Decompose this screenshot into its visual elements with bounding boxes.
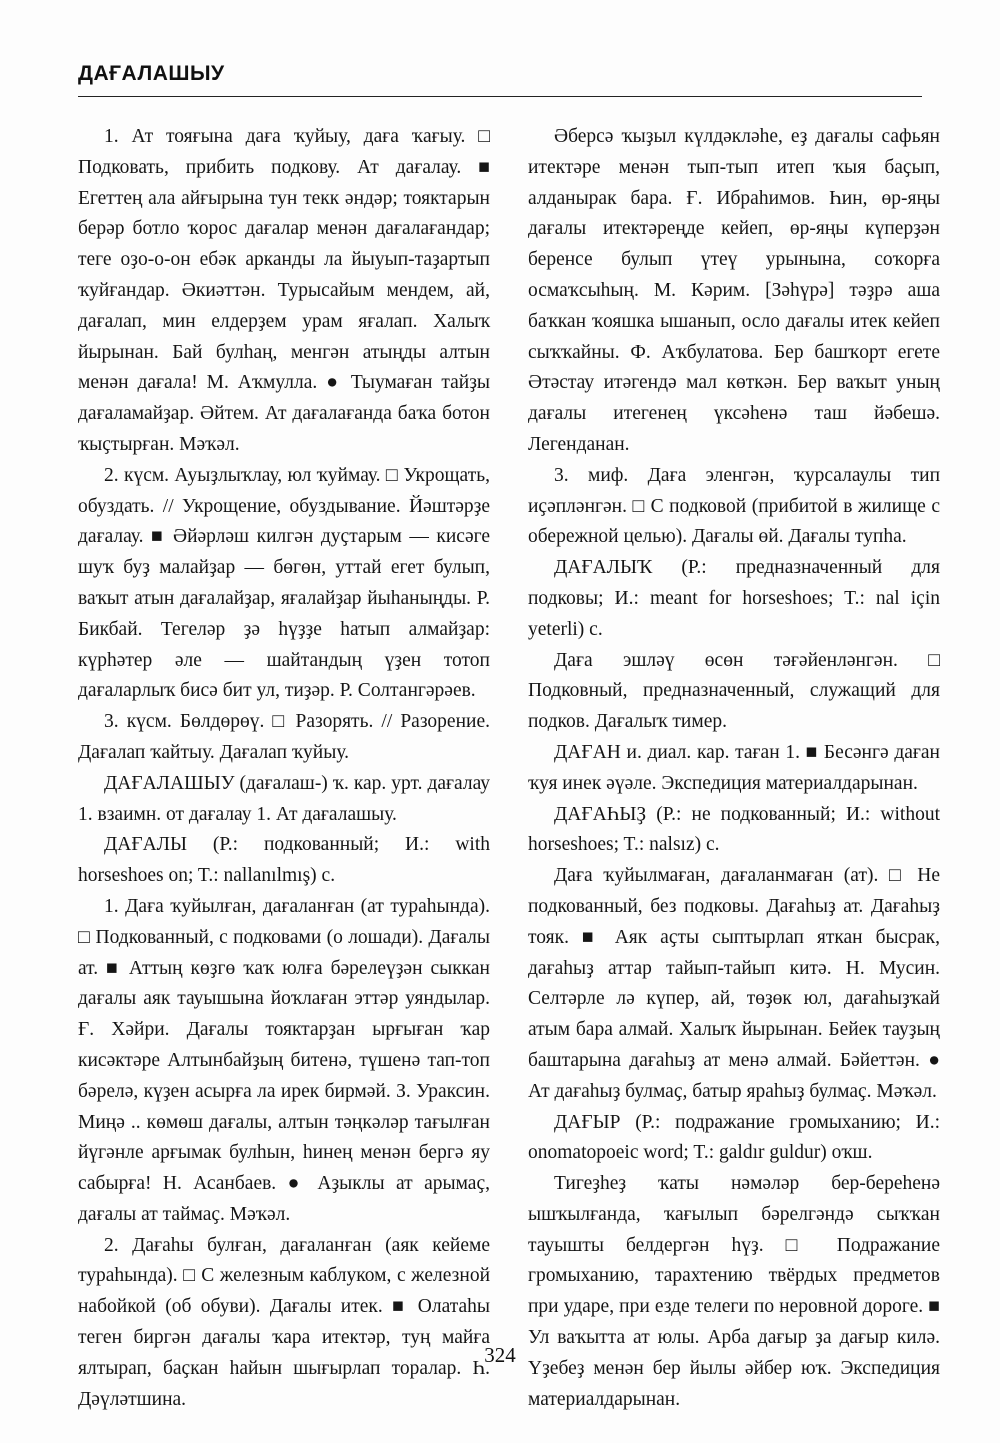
entry-paragraph: 1. Ат тояғына даға ҡуйыу, даға ҡағыу. □ Подковать, прибить подкову. Ат дағалау. ■ Егеттең ала айғырына тун текк әндәр; тояктарын берәр ботло ҡорос дағалар менән дағалағандар; теге оҙо-о-он ебәк арканды ла йыуып-таҙартып ҡуйғандар. Әкиәттән. Турысайым мендем, ай, дағалап, мин елдерҙем урам яғалап. Халыҡ йырынан. Бай булһаң, менгән атыңды алтын менән дағала! М. Аҡмулла. ● Тыумаған тайҙы дағаламайҙар. Әйтем. Ат дағалағанда баҡа ботон ҡыҫтырған. Мәҡәл. [78, 126, 490, 455]
running-header: ДАҒАЛАШЫУ [78, 62, 225, 85]
entry-paragraph: 3. миф. Дағa эленгән, ҡурсалаулы тип иҫәпләнгән. □ С подковой (прибитой в жилище с обережной целью). Дағалы өй. Дағалы тупһа. [528, 464, 940, 548]
right-column [528, 122, 940, 1415]
entry-paragraph: Дағa ҡуйылмаған, дағаланмаған (ат). □ Не подкованный, без подковы. Дағаһыҙ ат. Дағаһыҙ тояк. ■ Аяк аҫты сыптырлап яткан бысрак, дағаһыҙ аттар тайып-тайып китә. Н. Мусин. Селтәрле лә күпер, ай, төҙөк юл, дағаһыҙҡай атым бара алмай. Халыҡ йырынан. Бейек тауҙың баштарына дағаһыҙ ат менә алмай. Бәйеттән. ● Ат дағаһыҙ булмаҫ, батыр яраһыҙ булмаҫ. Мәҡәл. [528, 865, 940, 1102]
entry-paragraph: Дағa эшләү өсөн тәғәйенләнгән. □ Подковный, предназначенный, служащий для подков. Дағалыҡ тимер. [528, 649, 940, 733]
entry-paragraph: ДАҒАН и. диал. кар. таған 1. ■ Бесәнгә даған ҡуя инек әүәле. Экспедиция материалдарынан. [528, 741, 940, 794]
entry-paragraph: 1. Даға ҡуйылған, дағаланған (ат тураһында). □ Подкованный, с подковами (о лошади). Дағалы ат. ■ Аттың көҙгө ҡаҡ юлға бәрелеүҙән сыккан дағалы аяк тауышына йоҡлаған эттәр уяндылар. Ғ. Хәйри. Дағалы тояктарҙан ырғыған ҡар кисәктәре Алтынбайҙың битенә, түшенә тап-топ бәрелә, күҙен асырға ла ирек бирмәй. З. Ураксин. Миңә .. көмөш дағалы, алтын тәңкәләр тағылған йүгәнле арғымак булһын, һинең менән бергә яу сабырға! Н. Асанбаев. ● Аҙыклы ат арымаҫ, дағалы ат таймаҫ. Мәҡәл. [78, 895, 490, 1225]
header-rule [78, 96, 922, 97]
left-column [78, 122, 490, 1415]
entry-paragraph: Әберсә ҡыҙыл күлдәкләһе, еҙ дағалы сафьян итектәре менән тып-тып итеп ҡыя баҫып, алданырак бара. Ғ. Ибраһимов. Һин, өр-яңы дағалы итектәреңде кейеп, өр-яңы күперҙән беренсе булып үтеү урынына, соҡорға осмаҡсыһың. М. Кәрим. [Зәһүрә] тәҙрә аша баҡкан ҡояшка ышанып, осло дағалы итек кейеп сыҡҡайны. Ф. Аҡбулатова. Бер башҡорт егете Әтәстау итәгендә мал көткән. Бер ваҡыт уның дағалы итегенең үксәһенә таш йәбешә. Легенданан. [528, 126, 940, 455]
entry-paragraph: ДАҒЫР (Р.: подражание громыханию; И.: onomatopoeic word; T.: galdır guldur) оҡш. [528, 1111, 940, 1164]
entry-paragraph: 3. күсм. Бөлдөрөү. □ Разорять. // Разорение. Дағалап ҡайтыу. Дағалап ҡуйыу. [78, 711, 490, 763]
page-number: 324 [484, 1343, 516, 1367]
entry-paragraph: 2. күсм. Ауыҙлыҡлау, юл ҡуймау. □ Укрощать, обуздать. // Укрощение, обуздывание. Йәштәрҙе дағалау. ■ Әйәрләш килгән дуҫтарым — кисәге шуҡ буҙ малайҙар — бөгөн, уттай егет булып, ваҡыт атын дағалайҙар, яғалайҙар йыһаныңды. Р. Бикбай. Тегеләр ҙә һүҙҙе һатып алмайҙар: күрһәтер әле — шайтандың үҙен тотоп дағаларлыҡ бисә бит ул, тиҙәр. Р. Солтангәрәев. [78, 464, 490, 702]
entry-paragraph: Тигеҙһеҙ ҡаты нәмәләр бер-береһенә ышҡылғанда, ҡағылып бәрелгәндә сыҡҡан тауышты белдергән һүҙ. □ Подражание громыханию, тарахтению твёрдых предметов при ударе, при езде телеги по неровной дороге. ■ Ул ваҡытта ат юлы. Арба дағыр ҙа дағыр килә. Үҙебеҙ менән бер йылы әйбер юҡ. Экспедиция материалдарынан. [528, 1173, 940, 1410]
entry-paragraph: 2. Дағаһы булған, дағаланған (аяк кейеме тураһында). □ С железным каблуком, с железной набойкой (об обуви). Дағалы итек. ■ Олатаһы теген биргән дағалы ҡара итектәр, туң майға ялтырап, баҫкан һайын шығырлап торалар. Һ. Дәүләтшина. [78, 1234, 490, 1410]
entry-paragraph: ДАҒАҺЫҘ (Р.: не подкованный; И.: without horseshoes; T.: nalsız) с. [528, 803, 940, 856]
entry-paragraph: ДАҒАЛАШЫУ (дағалаш-) ҡ. кар. урт. дағалау 1. взаимн. от дағалау 1. Ат дағалашыу. [78, 772, 490, 825]
entry-paragraph: ДАҒАЛЫ (Р.: подкованный; И.: with horseshoes on; T.: nallanılmış) с. [78, 834, 490, 887]
entry-paragraph: ДАҒАЛЫҠ (Р.: предназначенный для подковы; И.: meant for horseshoes; T.: nal için yeterli) с. [528, 557, 940, 640]
